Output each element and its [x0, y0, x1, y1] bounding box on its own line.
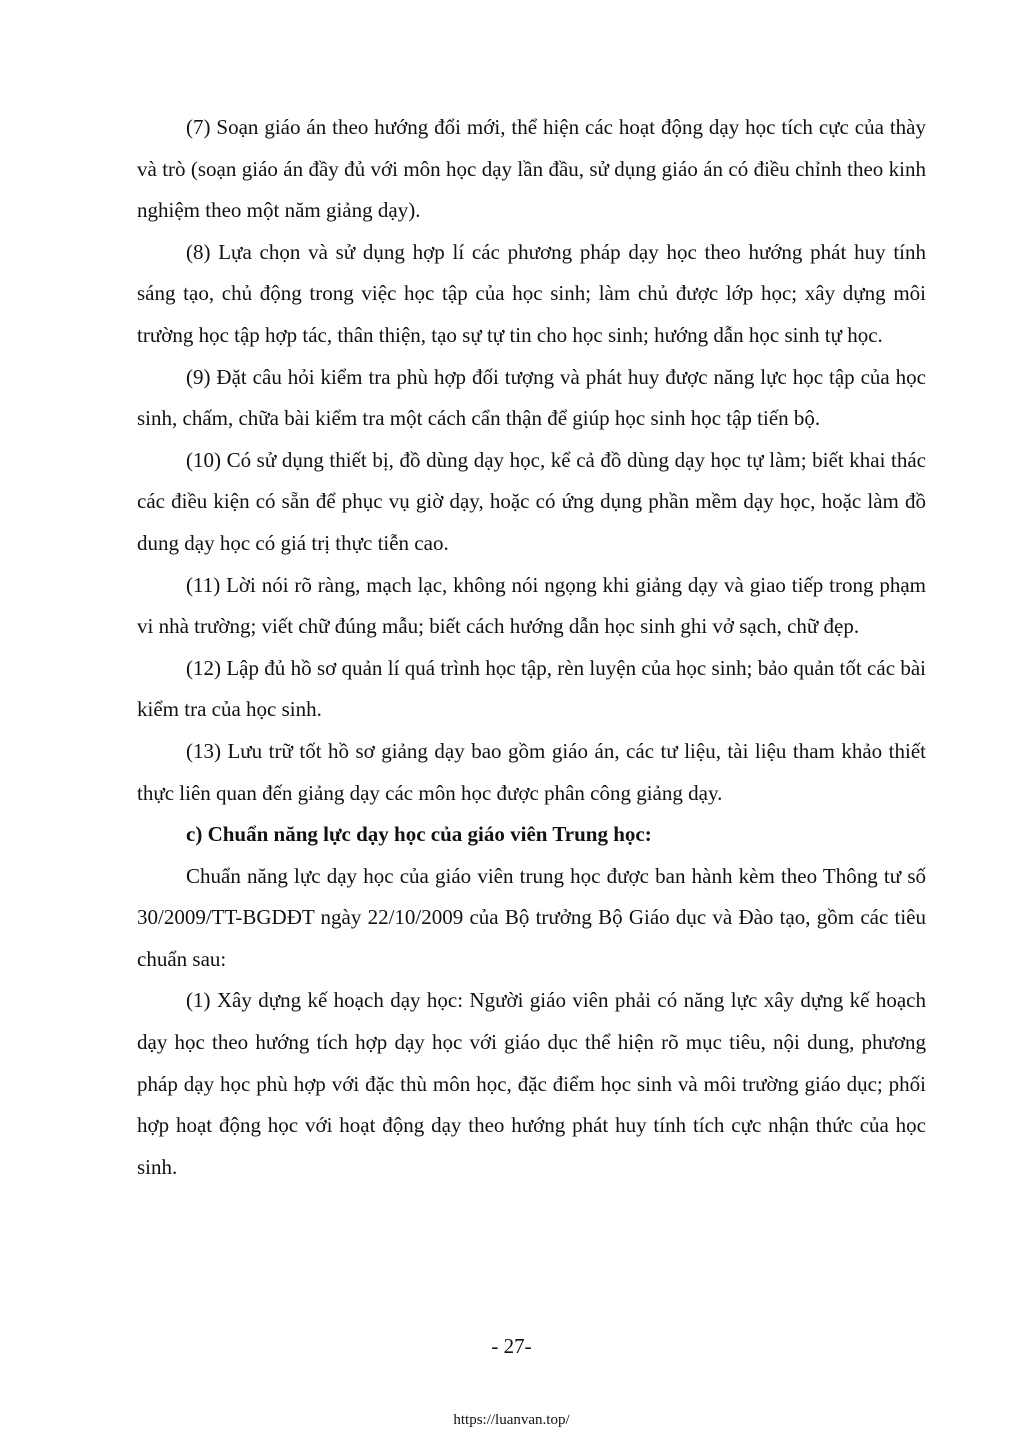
section-heading: c) Chuẩn năng lực dạy học của giáo viên Trung học:: [186, 822, 652, 847]
section-criterion-1-paragraph: (1) Xây dựng kế hoạch dạy học: Người giáo viên phải có năng lực xây dựng kế hoạch dạy học theo hướng tích hợp dạy học với giáo dục thể hiện rõ mục tiêu, nội dung, phương pháp dạy học phù hợp với đặc thù môn học, đặc điểm học sinh và môi trường giáo dục; phối hợp hoạt động học với hoạt động dạy theo hướng phát huy tính tích cực nhận thức của học sinh.: [137, 988, 926, 1179]
paragraph-item-13: (13) Lưu trữ tốt hồ sơ giảng dạy bao gồm giáo án, các tư liệu, tài liệu tham khảo thiết thực liên quan đến giảng dạy các môn học được phân công giảng dạy.: [137, 738, 926, 805]
paragraph-item-12: (12) Lập đủ hồ sơ quản lí quá trình học tập, rèn luyện của học sinh; bảo quản tốt các bài kiểm tra của học sinh.: [137, 655, 926, 722]
document-body: [137, 107, 926, 1188]
paragraph-item-11: (11) Lời nói rõ ràng, mạch lạc, không nói ngọng khi giảng dạy và giao tiếp trong phạm vi nhà trường; viết chữ đúng mẫu; biết cách hướng dẫn học sinh ghi vở sạch, chữ đẹp.: [137, 572, 926, 639]
page-number: - 27-: [491, 1334, 532, 1358]
section-intro-paragraph: Chuẩn năng lực dạy học của giáo viên trung học được ban hành kèm theo Thông tư số 30/2009/TT-BGDĐT ngày 22/10/2009 của Bộ trưởng Bộ Giáo dục và Đào tạo, gồm các tiêu chuẩn sau:: [137, 863, 926, 971]
paragraph-item-8: (8) Lựa chọn và sử dụng hợp lí các phương pháp dạy học theo hướng phát huy tính sáng tạo, chủ động trong việc học tập của học sinh; làm chủ được lớp học; xây dựng môi trường học tập hợp tác, thân thiện, tạo sự tự tin cho học sinh; hướng dẫn học sinh tự học.: [137, 239, 926, 347]
paragraph-item-9: (9) Đặt câu hỏi kiểm tra phù hợp đối tượng và phát huy được năng lực học tập của học sinh, chấm, chữa bài kiểm tra một cách cẩn thận để giúp học sinh học tập tiến bộ.: [137, 364, 926, 431]
paragraph-item-10: (10) Có sử dụng thiết bị, đồ dùng dạy học, kể cả đồ dùng dạy học tự làm; biết khai thác các điều kiện có sẵn để phục vụ giờ dạy, hoặc có ứng dụng phần mềm dạy học, hoặc làm đồ dung dạy học có giá trị thực tiễn cao.: [137, 447, 926, 555]
footer-url[interactable]: https://luanvan.top/: [453, 1412, 570, 1428]
paragraph-item-7: (7) Soạn giáo án theo hướng đổi mới, thể hiện các hoạt động dạy học tích cực của thày và trò (soạn giáo án đầy đủ với môn học dạy lần đầu, sử dụng giáo án có điều chỉnh theo kinh nghiệm theo một năm giảng dạy).: [137, 115, 926, 223]
